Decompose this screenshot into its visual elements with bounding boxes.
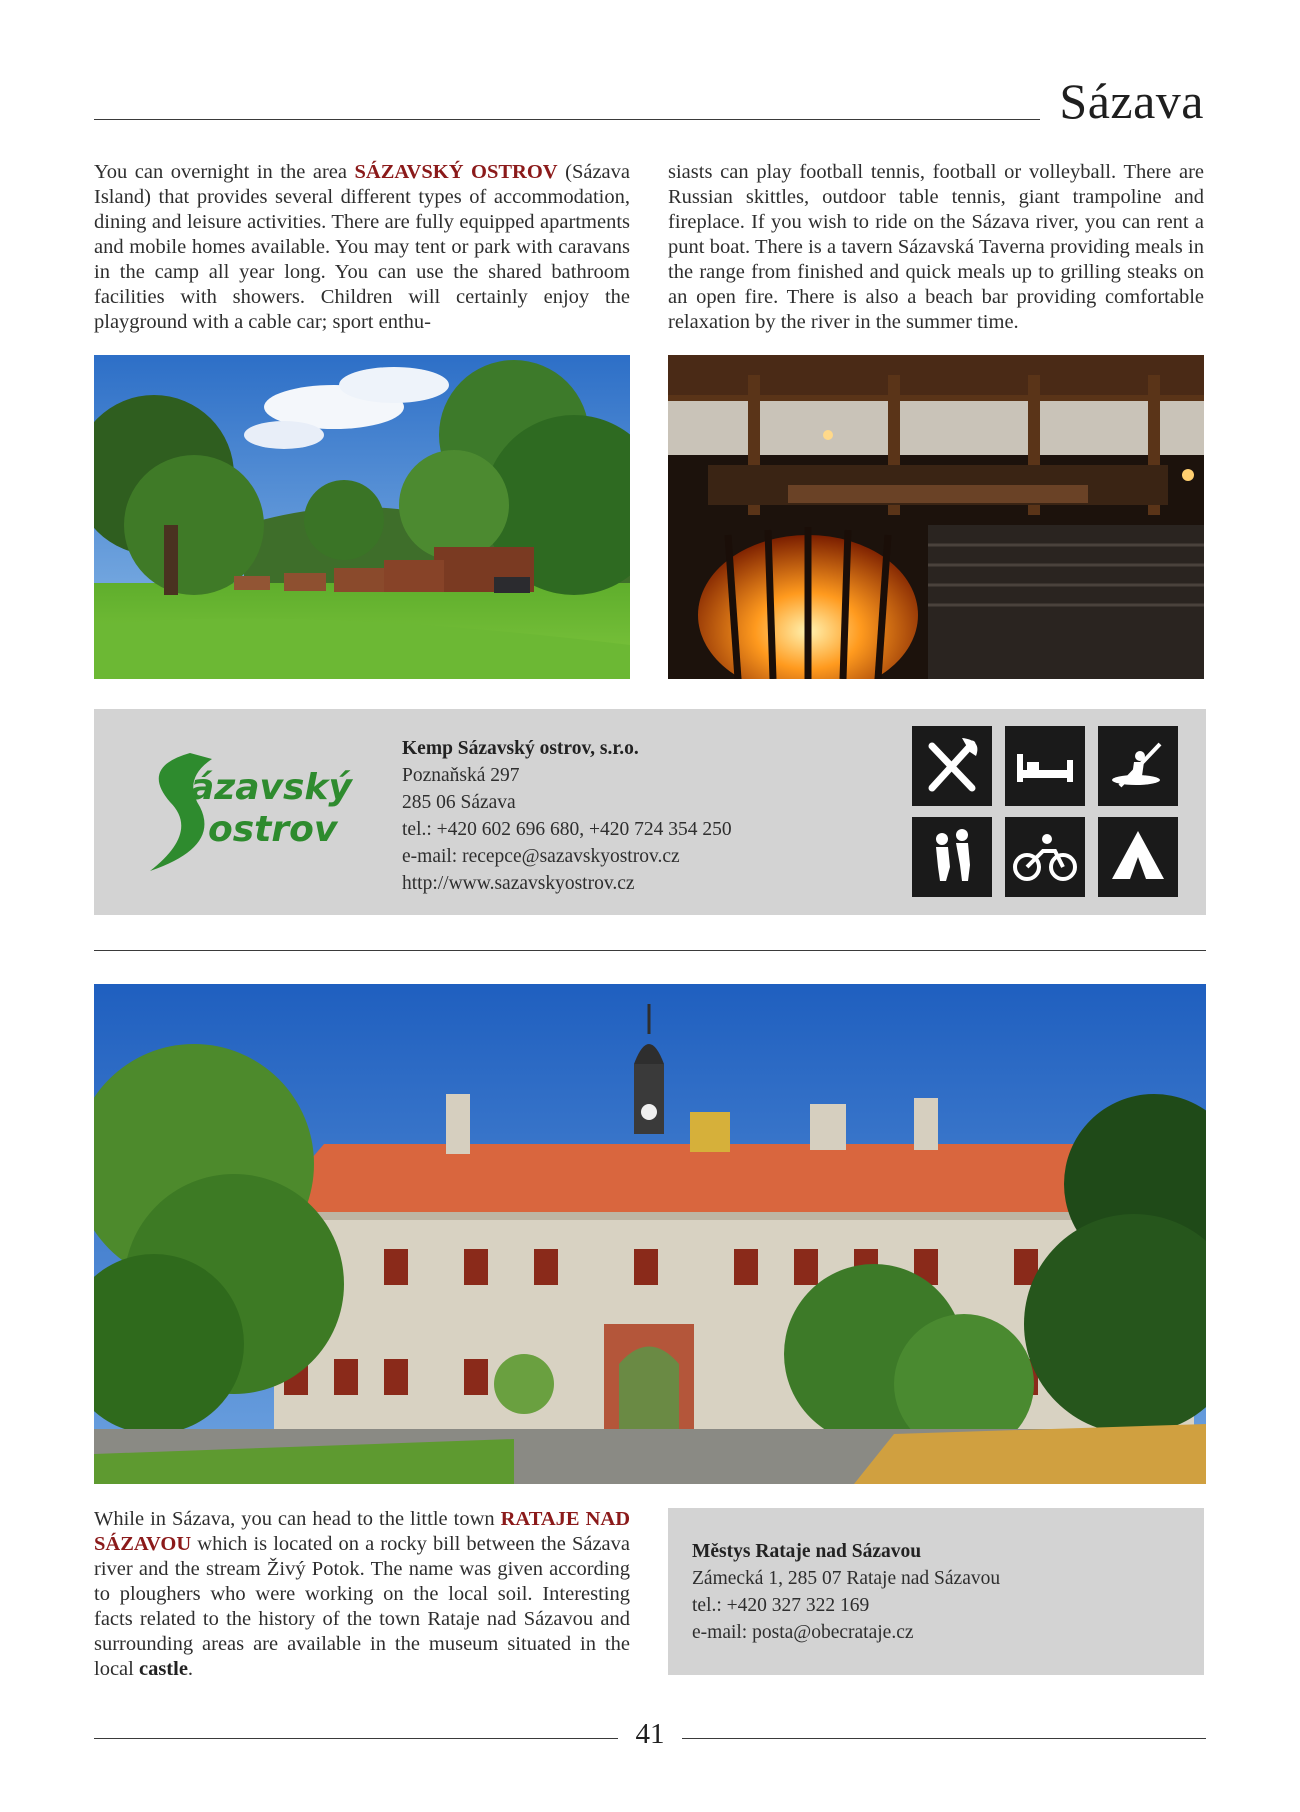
bed-icon: [1005, 726, 1085, 806]
camp-cabins-photo: [94, 355, 630, 679]
cycling-icon: [1005, 817, 1085, 897]
rataje-contact-box: [668, 1508, 1204, 1675]
rataje-contact-details: [692, 1538, 1000, 1646]
intro-text-start: You can overnight in the area: [94, 161, 355, 183]
company-website[interactable]: http://www.sazavskyostrov.cz: [402, 873, 635, 894]
company-street: Poznaňská 297: [402, 765, 520, 786]
intro-text-left: [94, 160, 630, 335]
tent-icon: [1098, 817, 1178, 897]
camp-contact-box: [94, 709, 1206, 915]
company-email[interactable]: e-mail: recepce@sazavskyostrov.cz: [402, 846, 680, 867]
logo-text-line2: ostrov: [208, 809, 338, 850]
organization-phone: tel.: +420 327 322 169: [692, 1595, 870, 1616]
intro-text-right: siasts can play football tennis, football or volleyball. There are Russian skittles, outdoor table tennis, giant trampoline and fireplace. If you wish to ride on the Sázava river, you can rent a punt boat. There is a tavern Sázavská Taverna providing meals in the range from finished and quick meals up to grilling steaks on an open fire. There is also a beach bar providing comfortable relaxation by the river in the summer time.: [668, 161, 1204, 333]
organization-email[interactable]: e-mail: posta@obecrataje.cz: [692, 1622, 914, 1643]
organization-address: Zámecká 1, 285 07 Rataje nad Sázavou: [692, 1568, 1001, 1589]
logo-text-line1: ázavský: [190, 767, 352, 808]
children-icon: [912, 817, 992, 897]
rataje-text-end: .: [187, 1658, 194, 1680]
company-city: 285 06 Sázava: [402, 792, 516, 813]
camp-contact-details: [402, 735, 732, 897]
restaurant-icon: [912, 726, 992, 806]
page-title: Sázava: [1059, 73, 1204, 129]
section-divider: [94, 950, 1206, 951]
page-number: 41: [618, 1718, 682, 1751]
sazavsky-ostrov-logo: [130, 747, 360, 877]
header-rule: [94, 119, 1040, 120]
intro-text-rest: (Sázava Island) that provides several different types of accommodation, dining and leisure activities. There are fully equipped apartments and mobile homes available. You may tent or park with caravans in the camp all year long. You can use the shared bathroom facilities with showers. Children will certainly enjoy the playground with a cable car; sport enthu-: [94, 161, 630, 333]
company-name: Kemp Sázavský ostrov, s.r.o.: [402, 738, 639, 759]
kayak-icon: [1098, 726, 1178, 806]
rataje-text-start: While in Sázava, you can head to the little town: [94, 1508, 501, 1530]
sazavsky-ostrov-highlight: SÁZAVSKÝ OSTROV: [354, 161, 558, 183]
rataje-highlight: RATAJE NAD SÁZAVOU: [94, 1508, 630, 1555]
company-phone: tel.: +420 602 696 680, +420 724 354 250: [402, 819, 732, 840]
tavern-fire-photo: [668, 355, 1204, 679]
castle-photo: [94, 984, 1206, 1484]
rataje-text: [94, 1507, 630, 1682]
rataje-text-middle: which is located on a rocky bill between the Sázava river and the stream Živý Potok. The name was given according to ploughers who were working on the local soil. Interesting facts related to the history of the town Rataje nad Sázavou and surrounding areas are available in the museum situated in the local: [94, 1533, 630, 1680]
castle-bold: castle: [138, 1658, 188, 1680]
organization-name: Městys Rataje nad Sázavou: [692, 1541, 922, 1562]
